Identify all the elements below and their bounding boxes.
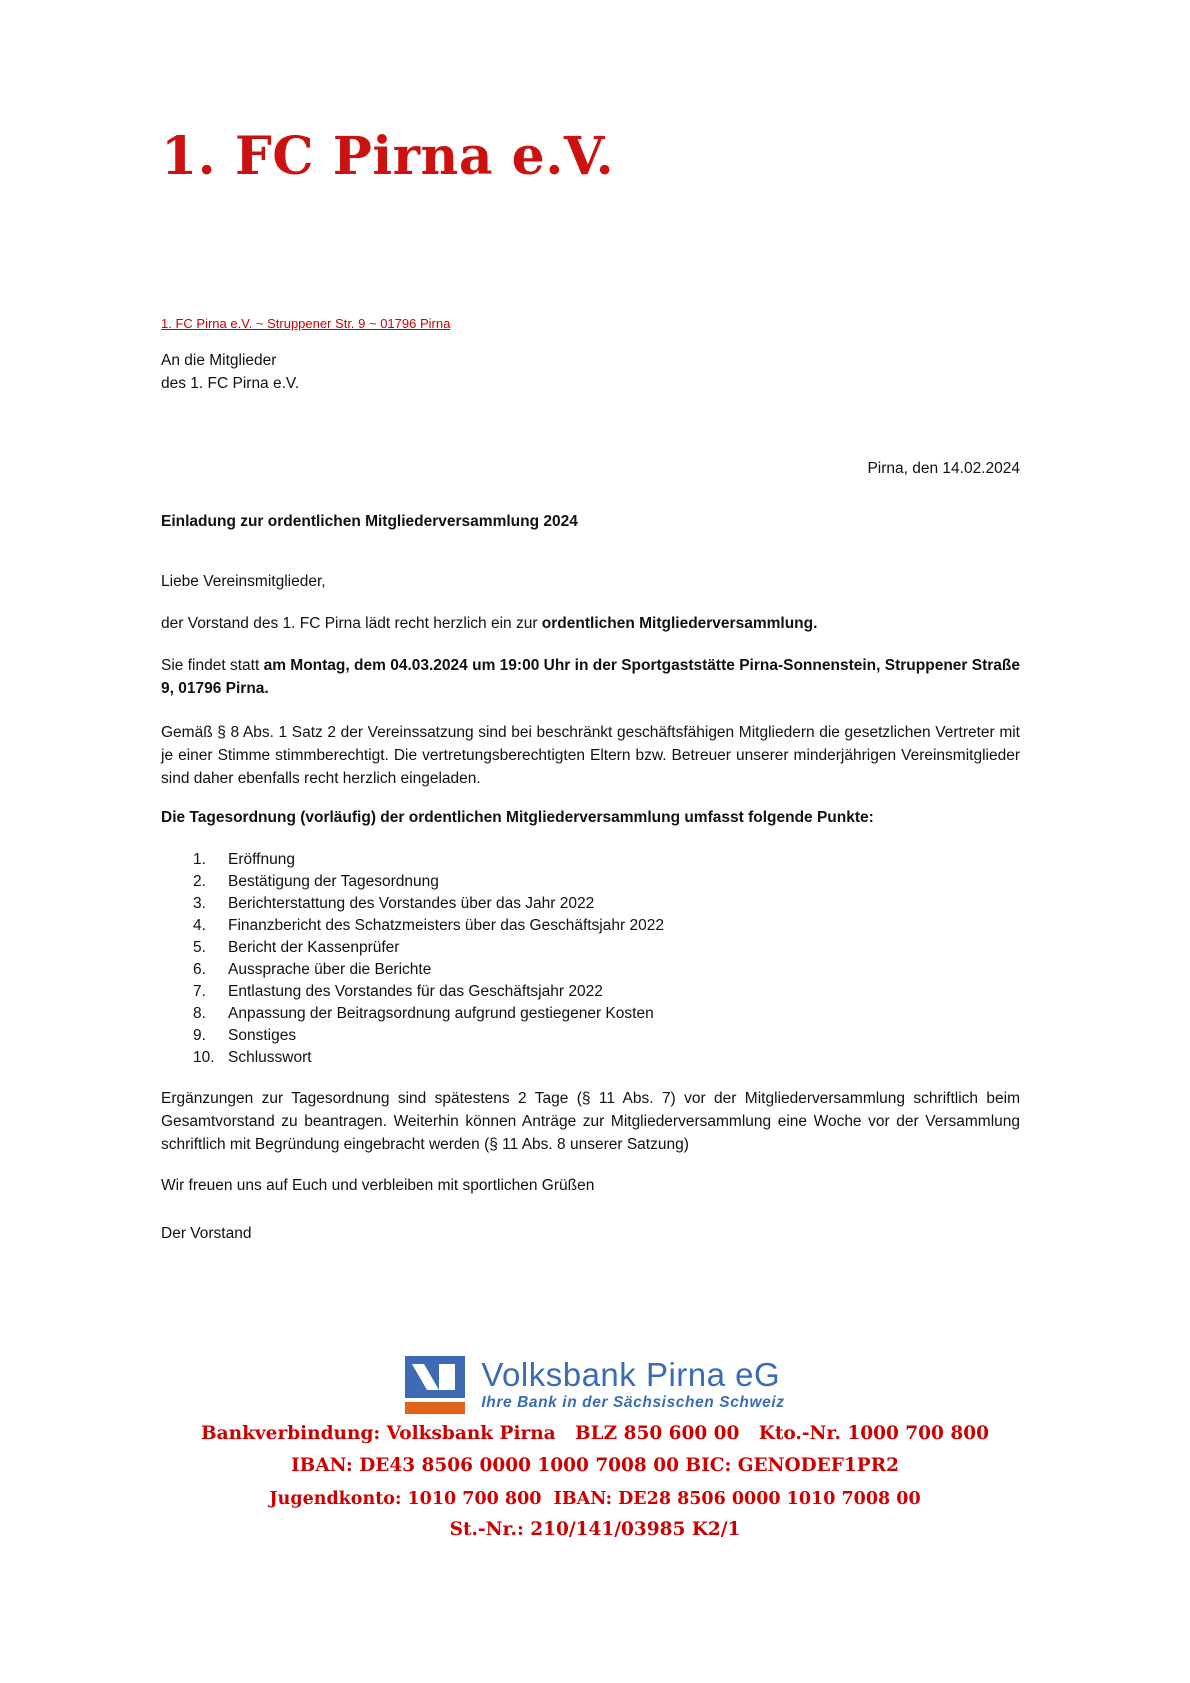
agenda-item: Bericht der Kassenprüfer (228, 939, 400, 956)
agenda-item: Bestätigung der Tagesordnung (228, 873, 439, 890)
letter-body (161, 566, 1020, 1245)
bank-line-4: St.-Nr.: 210/141/03985 K2/1 (449, 1519, 741, 1540)
volksbank-tagline: Ihre Bank in der Sächsischen Schweiz (481, 1394, 785, 1411)
subject-line: Einladung zur ordentlichen Mitgliederversammlung 2024 (161, 513, 578, 530)
legal-paragraph: Gemäß § 8 Abs. 1 Satz 2 der Vereinssatzung sind bei beschränkt geschäftsfähigen Mitgliedern die gesetzlichen Vertreter mit je einer Stimme stimmberechtigt. Die vertretungsberechtigten Eltern bzw. Betreuer unserer minderjährigen Vereinsmitglieder sind daher ebenfalls recht herzlich eingeladen. (161, 724, 1020, 787)
agenda-list (161, 849, 1020, 1069)
meeting-details-text: Sie findet statt (161, 657, 264, 674)
bank-line-2: IBAN: DE43 8506 0000 1000 7008 00 BIC: GENODEF1PR2 (291, 1455, 899, 1476)
agenda-item: Berichterstattung des Vorstandes über das Jahr 2022 (228, 895, 595, 912)
volksbank-name: Volksbank Pirna eG (481, 1356, 781, 1393)
agenda-item: Entlastung des Vorstandes für das Geschäftsjahr 2022 (228, 983, 603, 1000)
agenda-intro: Die Tagesordnung (vorläufig) der ordentlichen Mitgliederversammlung umfasst folgende Punkte: (161, 809, 874, 826)
volksbank-logo (0, 1356, 1190, 1414)
agenda-item: Sonstiges (228, 1027, 297, 1044)
bank-line-1: Bankverbindung: Volksbank Pirna BLZ 850 600 00 Kto.-Nr. 1000 700 800 (201, 1423, 989, 1444)
meeting-details-bold-text: am Montag, dem 04.03.2024 um 19:00 Uhr in der Sportgaststätte Pirna-Sonnenstein, Struppener Straße 9, 01796 Pirna. (161, 657, 1020, 697)
club-title: 1. FC Pirna e.V. (161, 126, 615, 187)
meeting-details-paragraph (161, 654, 1020, 700)
volksbank-text-block (481, 1356, 784, 1412)
agenda-item: Finanzbericht des Schatzmeisters über das Geschäftsjahr 2022 (228, 917, 664, 934)
bank-line-3: Jugendkonto: 1010 700 800 IBAN: DE28 8506 0000 1010 7008 00 (269, 1489, 921, 1509)
additions-paragraph: Ergänzungen zur Tagesordnung sind spätestens 2 Tage (§ 11 Abs. 7) vor der Mitgliederversammlung schriftlich beim Gesamtvorstand zu beantragen. Weiterhin können Anträge zur Mitgliederversammlung eine Woche vor der Versammlung schriftlich mit Begründung eingebracht werden (§ 11 Abs. 8 unserer Satzung) (161, 1090, 1020, 1153)
invite-paragraph (161, 612, 1020, 635)
recipient-line-1: An die Mitglieder (161, 352, 277, 369)
volksbank-v-icon (405, 1356, 465, 1414)
recipient-line-2: des 1. FC Pirna e.V. (161, 375, 300, 392)
agenda-item: Eröffnung (228, 851, 295, 868)
recipient-block (161, 349, 299, 395)
date-line: Pirna, den 14.02.2024 (867, 460, 1020, 477)
agenda-item: Schlusswort (228, 1049, 312, 1066)
invite-text: der Vorstand des 1. FC Pirna lädt recht herzlich ein zur (161, 615, 542, 632)
signature-line: Der Vorstand (161, 1225, 252, 1242)
agenda-item: Aussprache über die Berichte (228, 961, 432, 978)
salutation: Liebe Vereinsmitglieder, (161, 573, 326, 590)
invite-bold-text: ordentlichen Mitgliederversammlung. (541, 615, 818, 632)
sender-address-line: 1. FC Pirna e.V. ~ Struppener Str. 9 ~ 01796 Pirna (161, 316, 451, 331)
closing-line: Wir freuen uns auf Euch und verbleiben mit sportlichen Grüßen (161, 1177, 595, 1194)
agenda-item: Anpassung der Beitragsordnung aufgrund gestiegener Kosten (228, 1005, 654, 1022)
